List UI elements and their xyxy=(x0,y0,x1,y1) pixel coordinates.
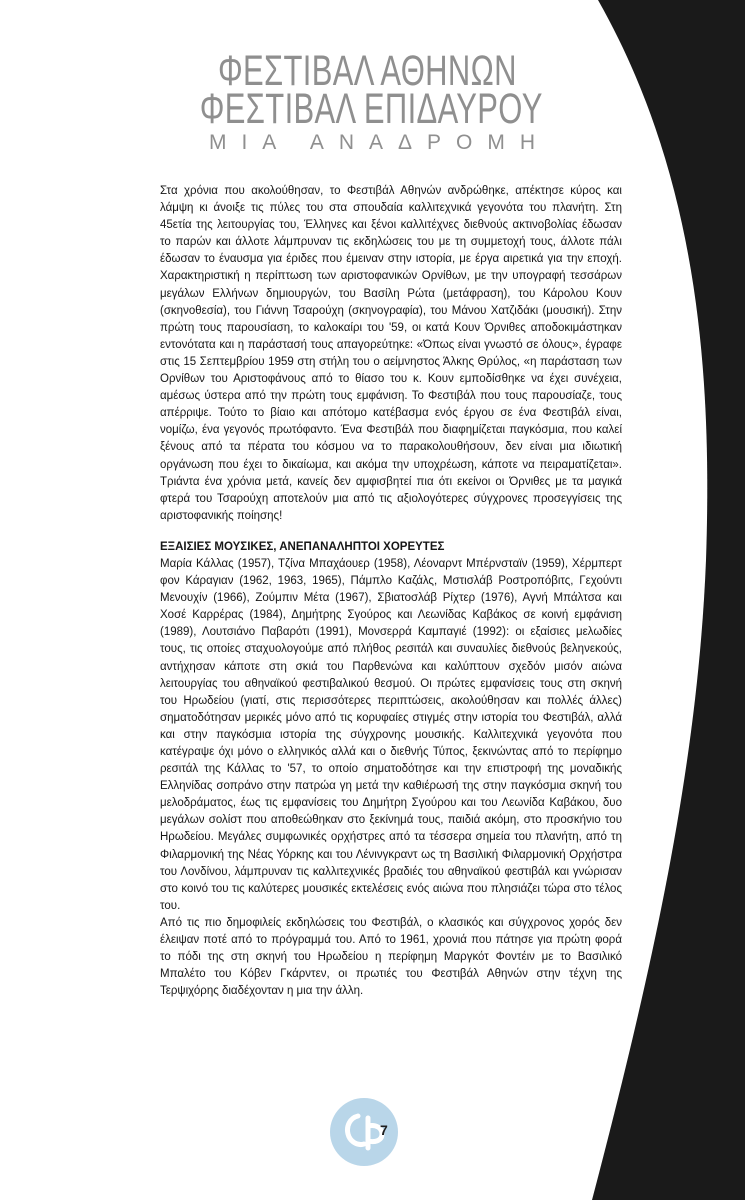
paragraph-ornithes: Στα χρόνια που ακολούθησαν, το Φεστιβάλ Αθηνών ανδρώθηκε, απέκτησε κύρος και λάμψη κι άνοιξε τις πύλες του στα σπουδαία καλλιτεχνικά γεγονότα του πλανήτη. Στη 45ετία της λειτουργίας του, Έλληνες και ξένοι καλλιτέχνες διεθνούς ακτινοβολίας έδωσαν το παρών και άλλοτε λάμπρυναν τις εκδηλώσεις του με τη συμμετοχή τους, άλλοτε πάλι έδωσαν το έναυσμα για έριδες που έμειναν στην ιστορία, με έργα αιρετικά για την εποχή. Χαρακτηριστική η περίπτωση των αριστοφανικών Ορνίθων, με την υπογραφή τεσσάρων μεγάλων Ελλήνων δημιουργών, του Βασίλη Ρώτα (μετάφραση), του Κάρολου Κουν (σκηνοθεσία), του Γιάννη Τσαρούχη (σκηνογραφία), του Μάνου Χατζιδάκι (μουσική). Στην πρώτη τους παρουσίαση, το καλοκαίρι του '59, οι κατά Κουν Όρνιθες αποδοκιμάστηκαν εντονότατα και η παράστασή τους απαγορεύτηκε: «Όπως είναι γνωστό σε όλους», έγραφε στις 15 Σεπτεμβρίου 1959 στη στήλη του ο αείμνηστος Άλκης Θρύλος, «η παράσταση των Ορνίθων του Αριστοφάνους από το θίασο του κ. Κουν εμποδίσθηκε να έχει συνέχεια, αμέσως ύστερα από την πρώτη τους εμφάνιση. Το Φεστιβάλ που τους παρουσίαζε, τους απέρριψε. Τούτο το βίαιο και απότομο κατέβασμα ενός έργου σε ένα Φεστιβάλ είναι, νομίζω, ένα γεγονός πρωτόφαντο. Ένα Φεστιβάλ που διαφημίζεται παγκόσμια, που καλεί ξένους από τα πέρατα του κόσμου να το παρακολουθήσουν, δεν είναι μια ιδιωτική οργάνωση που έχει το δικαίωμα, και ακόμα την υποχρέωση, κάποτε να πειραματίζεται». Τριάντα ένα χρόνια μετά, κανείς δεν αμφισβητεί πια ότι εκείνοι οι Όρνιθες με τα μαγικά φτερά του Τσαρούχη αποτελούν μια από τις αξιολογότερες σύγχρονες προσεγγίσεις της αριστοφανικής ποίησης! xyxy=(160,185,622,522)
paragraph-music: Μαρία Κάλλας (1957), Τζίνα Μπαχάουερ (1958), Λέοναρντ Μπέρνσταϊν (1959), Χέρμπερτ φον Κάραγιαν (1962, 1963, 1965), Πάμπλο Καζάλς, Μστισλάβ Ροστροπόβιτς, Γεχούντι Μενουχίν (1966), Ζούμπιν Μέτα (1967), Σβιατοσλάβ Ρίχτερ (1976), Αγνή Μπάλτσα και Χοσέ Καρρέρας (1984), Δημήτρης Σγούρος και Λεωνίδας Καβάκος σε κοινή εμφάνιση (1989), Λουτσιάνο Παβαρότι (1991), Μονσερρά Καμπαγιέ (1992): οι εξαίσιες μελωδίες τους, τις οποίες σταχυολογούμε από πλήθος ρεσιτάλ και συναυλίες διεθνούς βεληνεκούς, αντήχησαν κάποτε στη σκιά του Παρθενώνα και καλύπτουν σχεδόν μισόν αιώνα λειτουργίας του αθηναϊκού φεστιβαλικού θεσμού. Οι πρώτες εμφανίσεις τους στη σκηνή του Ηρωδείου (γιατί, στις περισσότερες περιπτώσεις, ακολούθησαν και πολλές άλλες) σηματοδότησαν μερικές μόνο από τις κορυφαίες στιγμές στην ιστορία του Φεστιβάλ, αλλά και στην παγκόσμια ιστορία της σύγχρονης μουσικής. Καλλιτεχνικά γεγονότα που κατέγραψε όχι μόνο ο ελληνικός αλλά και ο διεθνής Τύπος, ξεκινώντας από το περίφημο ρεσιτάλ της Κάλλας το '57, το οποίο σηματοδότησε και την επιστροφή της μοναδικής Ελληνίδας σοπράνο στην πατρώα γη μετά την καθιέρωσή της στην παγκόσμια σκηνή του μελοδράματος, έως τις εμφανίσεις του Δημήτρη Σγούρου και του Λεωνίδα Καβάκου, δυο μεγάλων σολίστ που αποθεώθηκαν στο ξεκίνημά τους, παιδιά ακόμη, στο προσκήνιο του Ηρωδείου. Μεγάλες συμφωνικές ορχήστρες από τα τέσσερα σημεία του πλανήτη, από τη Φιλαρμονική της Νέας Υόρκης και του Λένινγκραντ ως τη Βασιλική Φιλαρμονική Ορχήστρα του Λονδίνου, λάμπρυναν τις καλλιτεχνικές βραδιές του αθηναϊκού φεστιβάλ και γνώρισαν στο κοινό του τις καλύτερες μουσικές εκτελέσεις ενός αιώνα που πλησιάζει τώρα στο τέλος του. xyxy=(160,557,622,912)
article-body xyxy=(160,183,622,1000)
masthead xyxy=(0,47,745,156)
festival-logo-icon xyxy=(328,1096,400,1168)
paragraph-dance: Από τις πιο δημοφιλείς εκδηλώσεις του Φεστιβάλ, ο κλασικός και σύγχρονος χορός δεν έλειψαν ποτέ από το πρόγραμμά του. Από το 1961, χρονιά που πάτησε για πρώτη φορά το πόδι της στη σκηνή του Ηρωδείου η περίφημη Μαργκότ Φοντέιν με το Βασιλικό Μπαλέτο του Κόβεν Γκάρντεν, οι πρωτιές του Φεστιβάλ Αθηνών στην τέχνη της Τερψιχόρης διαδέχονταν η μια την άλλη. xyxy=(160,916,622,998)
masthead-title-line1: ΦΕΣΤΙΒΑΛ ΑΘΗΝΩΝ xyxy=(217,47,517,95)
masthead-subtitle: ΜΙΑ ΑΝΑΔΡΟΜΗ xyxy=(208,131,551,154)
masthead-title-line2: ΦΕΣΤΙΒΑΛ ΕΠΙΔΑΥΡΟΥ xyxy=(199,85,543,133)
section-heading: ΕΞΑΙΣΙΕΣ ΜΟΥΣΙΚΕΣ, ΑΝΕΠΑΝΑΛΗΠΤΟΙ ΧΟΡΕΥΤΕΣ xyxy=(160,540,445,553)
page-number: 7 xyxy=(380,1122,388,1138)
